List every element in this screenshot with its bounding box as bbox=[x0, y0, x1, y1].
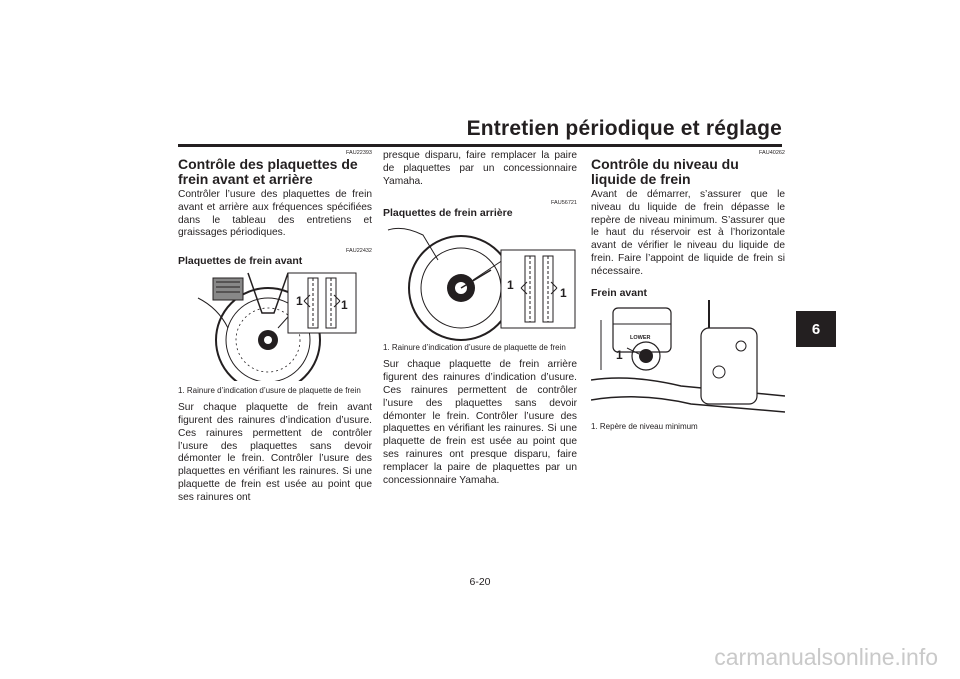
front-brake-figure bbox=[178, 268, 372, 381]
chapter-tab: 6 bbox=[796, 311, 836, 347]
rear-brake-figure bbox=[383, 220, 577, 341]
figure-label-right: 1 bbox=[341, 298, 348, 313]
figure-caption: 1. Rainure d’indication d’usure de plaquette de frein bbox=[383, 343, 566, 353]
body-paragraph: Sur chaque plaquette de frein avant figurent des rainures d’indication d’usure. Ces rainures permettent de contrôler l’usure des plaquettes sans devoir démonter le frein. Contrôler l’usure des plaquettes en vérifiant les rainures. Si une plaquette de frein est usée au point que ses rainures ont bbox=[178, 402, 372, 503]
page-header-title: Entretien périodique et réglage bbox=[466, 117, 782, 140]
continuation-paragraph: presque disparu, faire remplacer la paire de plaquettes par un concessionnaire Yamaha. bbox=[383, 150, 577, 187]
figure-caption: 1. Rainure d’indication d’usure de plaquette de frein bbox=[178, 386, 361, 396]
watermark: carmanualsonline.info bbox=[714, 644, 938, 670]
figure-caption: 1. Repère de niveau minimum bbox=[591, 421, 698, 431]
section-code: FAU22393 bbox=[346, 150, 372, 156]
intro-paragraph: Contrôler l’usure des plaquettes de frein avant et arrière aux fréquences spécifiées dans le tableau des entretiens et graissages périodiques. bbox=[178, 189, 372, 239]
column-2 bbox=[383, 150, 577, 487]
brake-fluid-figure bbox=[591, 300, 785, 420]
section-code: FAU40262 bbox=[759, 150, 785, 156]
figure-label-marker: 1 bbox=[616, 347, 623, 362]
body-paragraph: Sur chaque plaquette de frein arrière figurent des rainures d’indication d’usure. Ces rainures permettent de contrôler l’usure des plaquettes sans devoir démonter le frein. Contrôler l’usure des plaquettes en vérifiant les rainures. Si une plaquette de frein est usée au point que ses rainures ont presque disparu, faire remplacer la paire de plaquettes par un concessionnaire Yamaha. bbox=[383, 359, 577, 486]
subsection-code: FAU56721 bbox=[551, 200, 577, 207]
figure-label-left: 1 bbox=[296, 294, 303, 309]
subsection-heading: Plaquettes de frein avant bbox=[178, 255, 303, 268]
section-heading: Contrôle des plaquettes de frein avant et arrière bbox=[178, 156, 358, 187]
subsection-code: FAU22432 bbox=[346, 248, 372, 255]
figure-label-right: 1 bbox=[560, 286, 567, 301]
column-3 bbox=[591, 150, 785, 432]
column-1 bbox=[178, 150, 372, 505]
reservoir-lower-label: LOWER bbox=[630, 334, 651, 341]
section-heading: Contrôle du niveau du liquide de frein bbox=[591, 156, 739, 187]
subsection-heading: Plaquettes de frein arrière bbox=[383, 207, 513, 220]
header-rule bbox=[178, 144, 782, 147]
subsection-heading: Frein avant bbox=[591, 286, 648, 299]
figure-label-left: 1 bbox=[507, 278, 514, 293]
rear-wheel-illustration bbox=[383, 220, 577, 341]
page-number: 6-20 bbox=[469, 576, 491, 588]
body-paragraph: Avant de démarrer, s’assurer que le niveau du liquide de frein dépasse le repère de niveau minimum. S’assurer que le haut du réservoir est à l’horizontale avant de vérifier le niveau du liquide de frein. Faire l’appoint de liquide de frein si nécessaire. bbox=[591, 189, 785, 277]
front-wheel-illustration bbox=[178, 268, 372, 381]
